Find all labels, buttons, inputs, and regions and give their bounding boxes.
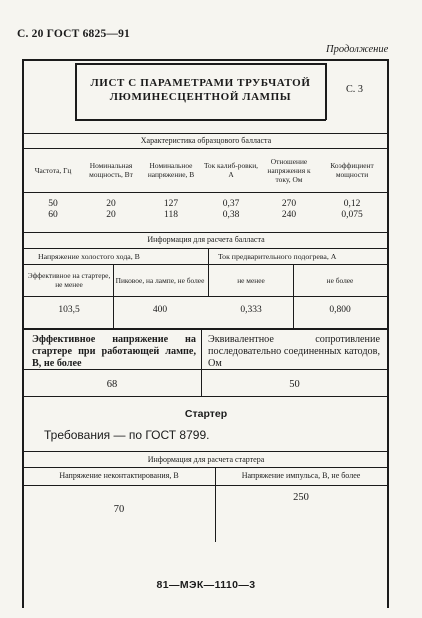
col-calibration-current: Ток калиб-ровки, А	[203, 161, 259, 179]
max-current-value: 0,800	[329, 305, 351, 315]
cathode-resistance-value: 50	[289, 378, 300, 390]
table-cell: 20	[106, 209, 116, 220]
col-nominal-power: Номинальная мощность, Вт	[89, 161, 133, 179]
col-frequency: Частота, Гц	[34, 165, 72, 175]
sheet-page-ref: С. 3	[346, 84, 363, 95]
non-contact-voltage-value: 70	[113, 503, 125, 515]
table-cell: 20	[106, 198, 116, 209]
document-footer-code: 81—МЭК—1110—3	[156, 579, 256, 591]
table-cell: 240	[281, 209, 297, 220]
table-cell: 60	[48, 209, 58, 220]
min-current-subheader: не менее	[237, 275, 265, 285]
col-nominal-voltage: Номинальное напряжение, В	[147, 161, 195, 179]
starter-info-title: Информация для расчета стартера	[147, 455, 265, 464]
table-cell: 118	[164, 209, 178, 220]
col-power-factor: Коэффициент мощности	[330, 161, 374, 179]
table-cell: 50	[48, 198, 58, 209]
table-cell: 0,38	[222, 209, 240, 220]
starter-heading: Стартер	[184, 408, 228, 420]
table-cell: 0,37	[222, 198, 240, 209]
table-cell: 0,075	[341, 209, 363, 220]
frame-top-rule	[22, 59, 388, 61]
col-voltage-current-ratio: Отношение напряжения к току, Ом	[267, 156, 311, 184]
starter-voltage-value: 68	[106, 378, 118, 390]
continuation-label: Продолжение	[326, 44, 389, 55]
cathode-resistance-text: Эквивалентное сопротивление последовательно соединенных катодов, Ом	[208, 334, 380, 369]
pulse-voltage-header: Напряжение импульса, В, не более	[241, 471, 361, 480]
max-current-subheader: не более	[326, 275, 354, 285]
ballast-section-title: Характеристика образцового балласта	[140, 136, 272, 145]
page-header: С. 20 ГОСТ 6825—91	[17, 28, 130, 40]
sheet-title: ЛИСТ С ПАРАМЕТРАМИ ТРУБЧАТОЙ ЛЮМИНЕСЦЕНТНОЙ ЛАМПЫ	[90, 77, 311, 103]
open-circuit-voltage-header: Напряжение холостого хода, В	[38, 252, 140, 261]
calc-section-title: Информация для расчета балласта	[147, 235, 265, 244]
table-cell: 270	[281, 198, 297, 209]
table-cell: 0,12	[343, 198, 361, 209]
peak-voltage-subheader: Пиковое, на лампе, не более	[115, 275, 205, 285]
non-contact-voltage-header: Напряжение неконтактирования, В	[59, 471, 179, 480]
effective-voltage-value: 103,5	[58, 305, 80, 315]
effective-voltage-subheader: Эффективное на стартере, не менее	[27, 271, 111, 289]
min-current-value: 0,333	[240, 305, 262, 315]
starter-voltage-text: Эффективное напряжение на стартере при работающей лампе, В, не более	[32, 334, 196, 369]
pulse-voltage-value: 250	[293, 491, 309, 503]
peak-voltage-value: 400	[152, 305, 168, 315]
table-cell: 127	[163, 198, 179, 209]
starter-requirement: Требования — по ГОСТ 8799.	[44, 428, 210, 442]
preheat-current-header: Ток предварительного подогрева, А	[218, 252, 337, 261]
